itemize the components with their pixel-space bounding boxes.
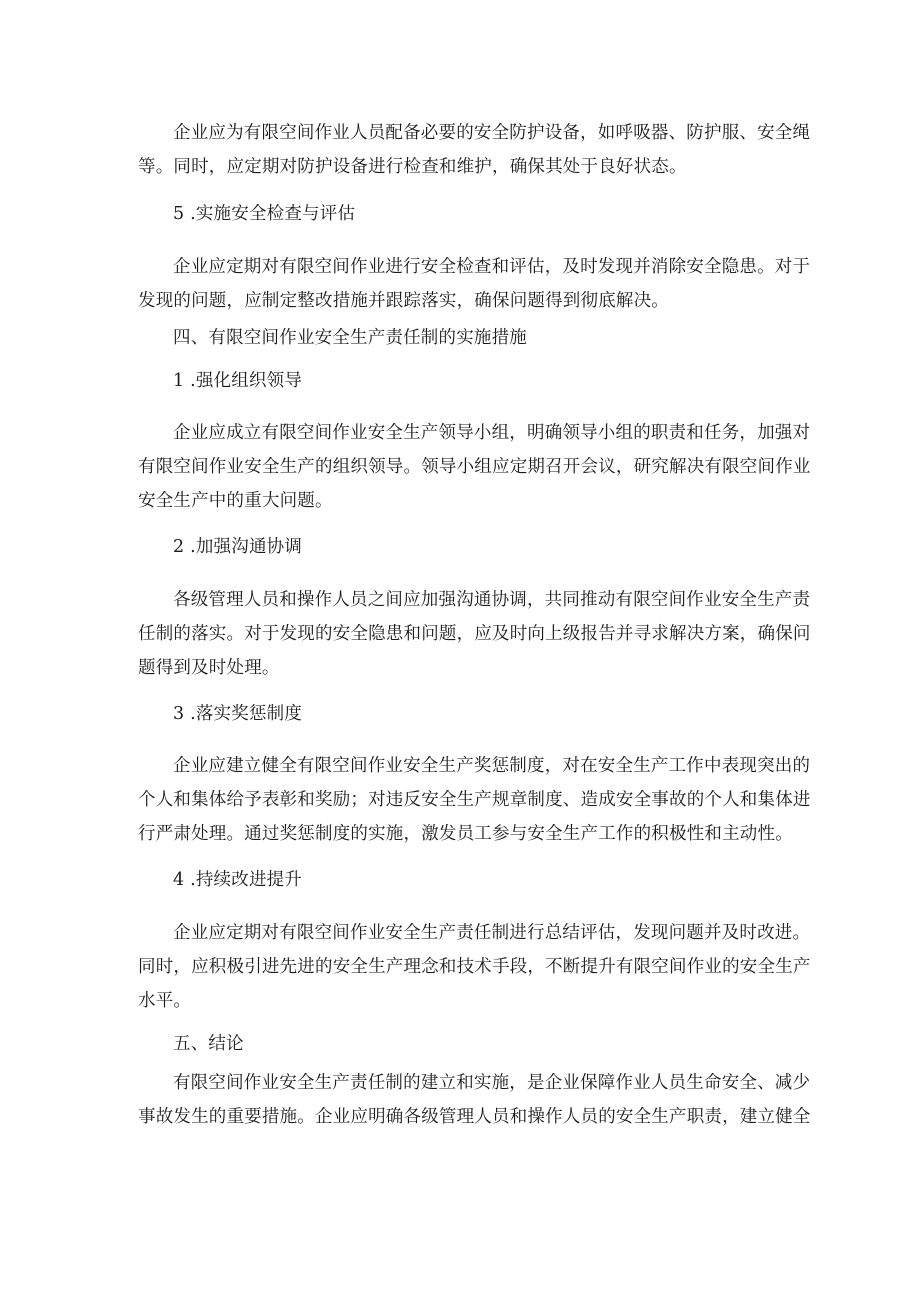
text-line: 企业应建立健全有限空间作业安全生产奖惩制度，对在安全生产工作中表现突出的 bbox=[173, 756, 811, 776]
section-heading-2-communication: 2 .加强沟通协调 bbox=[173, 537, 303, 557]
text-line: 企业应为有限空间作业人员配备必要的安全防护设备，如呼吸器、防护服、安全绳 bbox=[173, 123, 811, 143]
paragraph-communication bbox=[138, 583, 811, 685]
paragraph-leadership bbox=[138, 416, 811, 518]
section-heading-3-rewards: 3 .落实奖惩制度 bbox=[173, 704, 303, 724]
text-line: 企业应成立有限空间作业安全生产领导小组，明确领导小组的职责和任务，加强对 bbox=[173, 423, 811, 443]
text-line: 各级管理人员和操作人员之间应加强沟通协调，共同推动有限空间作业安全生产责 bbox=[173, 590, 811, 610]
paragraph-conclusion bbox=[138, 1066, 811, 1134]
text-line: 企业应定期对有限空间作业进行安全检查和评估，及时发现并消除安全隐患。对于 bbox=[173, 257, 811, 277]
chapter-heading-5-conclusion: 五、结论 bbox=[173, 1034, 244, 1054]
paragraph-rewards bbox=[138, 749, 811, 851]
section-heading-5-inspection: 5 .实施安全检查与评估 bbox=[173, 204, 356, 224]
section-heading-4-improvement: 4 .持续改进提升 bbox=[173, 870, 303, 890]
paragraph-inspection bbox=[138, 250, 811, 318]
text-line: 同时，应积极引进先进的安全生产理念和技术手段，不断提升有限空间作业的安全生产 bbox=[138, 957, 811, 977]
text-line: 行严肃处理。通过奖惩制度的实施，激发员工参与安全生产工作的积极性和主动性。 bbox=[138, 824, 793, 844]
paragraph-protective-equipment bbox=[138, 116, 811, 184]
section-heading-1-leadership: 1 .强化组织领导 bbox=[173, 371, 303, 391]
text-line: 任制的落实。对于发现的安全隐患和问题，应及时向上级报告并寻求解决方案，确保问 bbox=[138, 624, 811, 644]
text-line: 有限空间作业安全生产的组织领导。领导小组应定期召开会议，研究解决有限空间作业 bbox=[138, 457, 811, 477]
text-line: 个人和集体给予表彰和奖励；对违反安全生产规章制度、造成安全事故的个人和集体进 bbox=[138, 790, 811, 810]
paragraph-improvement bbox=[138, 916, 811, 1018]
text-line: 事故发生的重要措施。企业应明确各级管理人员和操作人员的安全生产职责，建立健全 bbox=[138, 1107, 811, 1127]
text-line: 等。同时，应定期对防护设备进行检查和维护，确保其处于良好状态。 bbox=[138, 157, 687, 177]
chapter-heading-4-measures: 四、有限空间作业安全生产责任制的实施措施 bbox=[173, 328, 527, 348]
text-line: 发现的问题，应制定整改措施并跟踪落实，确保问题得到彻底解决。 bbox=[138, 291, 669, 311]
text-line: 题得到及时处理。 bbox=[138, 658, 280, 678]
text-line: 有限空间作业安全生产责任制的建立和实施，是企业保障作业人员生命安全、减少 bbox=[173, 1073, 811, 1093]
text-line: 企业应定期对有限空间作业安全生产责任制进行总结评估，发现问题并及时改进。 bbox=[173, 923, 811, 943]
text-line: 安全生产中的重大问题。 bbox=[138, 491, 333, 511]
text-line: 水平。 bbox=[138, 991, 192, 1011]
